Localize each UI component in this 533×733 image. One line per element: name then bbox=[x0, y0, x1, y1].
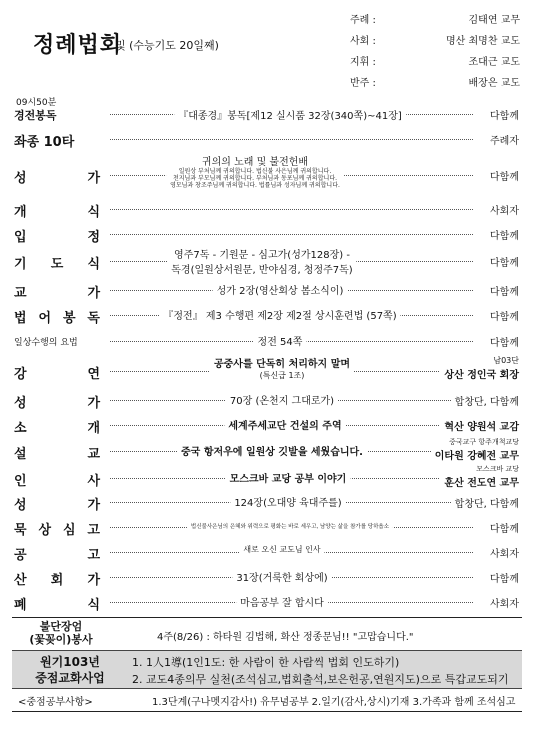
program-label: 강 연 bbox=[14, 367, 100, 382]
program-person: 사회자 bbox=[486, 545, 519, 560]
program-content: 70장 (온천지 그대로가) bbox=[226, 392, 338, 407]
program-content: 중국 항저우에 일원상 깃발을 세웠습니다. bbox=[177, 443, 367, 458]
program-row bbox=[0, 388, 533, 412]
study-section bbox=[12, 691, 522, 709]
program-person: 다함께 bbox=[486, 227, 519, 242]
label-line: 불단장엄 bbox=[39, 620, 83, 633]
focus-goals-section bbox=[12, 650, 522, 689]
program-row bbox=[0, 464, 533, 492]
altar-decoration-label bbox=[26, 620, 96, 646]
program-content: 『정전』 제3 수행편 제2장 제2절 상시훈련법 (57쪽) bbox=[159, 307, 400, 322]
program-label: 일상수행의 요법 bbox=[14, 338, 78, 348]
officer-role: 사회 : bbox=[350, 36, 376, 47]
program-person: 다함께 bbox=[486, 334, 519, 349]
prayer-line-2: 독경(일원상서원문, 반야심경, 청정주7독) bbox=[171, 265, 353, 276]
program-row bbox=[0, 153, 533, 195]
program-row bbox=[0, 246, 533, 276]
program-row bbox=[0, 127, 533, 151]
study-text: 1.3단계(구나멧지감사!) 유무념공부 2.일기(감사,상시)기재 3.가족과 함께 조석심고 bbox=[152, 697, 516, 708]
program-person bbox=[440, 355, 519, 381]
leader-dots bbox=[110, 209, 473, 210]
altar-decoration-text: 4주(8/26) : 하타원 김법해, 화산 정종문님!! "고맙습니다." bbox=[157, 632, 414, 643]
officer-name: 조대근 교도 bbox=[468, 57, 520, 68]
program-content: 새로 오신 교도님 인사 bbox=[239, 544, 324, 555]
officer-name: 김태연 교무 bbox=[468, 15, 520, 26]
program-time: 09시50분 bbox=[16, 98, 57, 108]
program-content: 마음공부 잘 합시다 bbox=[236, 594, 328, 609]
officer-name: 명산 최명찬 교도 bbox=[446, 36, 520, 47]
program-content: 세계주세교단 건설의 주역 bbox=[224, 417, 345, 432]
leader-dots bbox=[110, 139, 473, 140]
label-line: 원기103년 bbox=[40, 655, 100, 669]
label-line: (꽃꽂이)봉사 bbox=[29, 633, 93, 646]
program-content bbox=[210, 355, 354, 381]
program-person: 합창단, 다함께 bbox=[451, 393, 519, 408]
program-content: 정전 54쪽 bbox=[254, 333, 307, 348]
program-row bbox=[0, 353, 533, 387]
program-row bbox=[0, 303, 533, 327]
program-label: 소 개 bbox=[14, 421, 100, 436]
program-content: 성가 2장(영산회상 봄소식이) bbox=[213, 282, 348, 297]
program-content bbox=[167, 246, 356, 276]
program-person: 합창단, 다함께 bbox=[451, 495, 519, 510]
program-row bbox=[0, 590, 533, 614]
officer-role: 주례 : bbox=[350, 15, 376, 26]
program-label: 경전봉독 bbox=[14, 109, 57, 122]
program-label: 산 회 가 bbox=[14, 573, 100, 588]
program-label: 입 정 bbox=[14, 230, 100, 245]
program-row bbox=[0, 222, 533, 246]
program-content: 법신불사은님의 은혜와 위력으로 평화는 바로 세우고, 남양는 삶을 참가를 당하옵소 bbox=[187, 522, 393, 530]
prayer-line-1: 영주7독 - 기원문 - 심고가(성가128장) - bbox=[174, 250, 350, 261]
program-person: 혁산 양원석 교감 bbox=[440, 418, 519, 433]
program-content: 124장(오대양 육대주를) bbox=[230, 494, 345, 509]
goal-item: 1. 1人1導(1인1도: 한 사람이 한 사람씩 법회 인도하기) bbox=[132, 656, 400, 669]
program-row bbox=[0, 540, 533, 564]
officer-row bbox=[350, 52, 520, 73]
study-label: <중점공부사항> bbox=[18, 697, 93, 708]
program-person: 다함께 bbox=[486, 308, 519, 323]
program-label: 인 사 bbox=[14, 474, 100, 489]
person-name: 이타원 강혜전 교무 bbox=[434, 451, 519, 462]
officer-row bbox=[350, 73, 520, 94]
person-affiliation: 중국교구 항주개척교당 bbox=[449, 438, 519, 446]
program-row bbox=[0, 95, 533, 125]
program-label: 성 가 bbox=[14, 396, 100, 411]
program-label: 폐 식 bbox=[14, 598, 100, 613]
goal-item: 2. 교도4종의무 실천(조석심고,법회출석,보은헌공,연원지도)으로 특갑교도되기 bbox=[132, 673, 509, 686]
program-content: 『대종경』봉독[제12 실시품 32장(340쪽)~41장] bbox=[174, 107, 406, 122]
leader-dots bbox=[110, 234, 473, 235]
program-person: 다함께 bbox=[486, 283, 519, 298]
divider bbox=[12, 617, 522, 618]
program-row bbox=[0, 515, 533, 539]
program-person: 다함께 bbox=[486, 570, 519, 585]
program-row bbox=[0, 197, 533, 221]
officer-role: 지휘 : bbox=[350, 57, 376, 68]
program-content: 31장(거룩한 회상에) bbox=[232, 569, 331, 584]
altar-decoration-section bbox=[12, 620, 522, 648]
program-person: 다함께 bbox=[486, 107, 519, 122]
person-name: 상산 정인국 회장 bbox=[444, 370, 519, 381]
program-row bbox=[0, 413, 533, 437]
officer-row bbox=[350, 31, 520, 52]
refuge-title: 귀의의 노래 및 불전헌배 bbox=[201, 157, 309, 168]
program-person: 사회자 bbox=[486, 202, 519, 217]
program-row bbox=[0, 437, 533, 465]
program-label: 개 식 bbox=[14, 205, 100, 220]
program-label: 설 교 bbox=[14, 447, 100, 462]
label-line: 중점교화사업 bbox=[35, 671, 105, 685]
program-content: 모스크바 교당 공부 이야기 bbox=[226, 470, 351, 485]
program-row bbox=[0, 278, 533, 302]
program-person: 다함께 bbox=[486, 520, 519, 535]
program-label: 성 가 bbox=[14, 498, 100, 513]
officers-list bbox=[350, 10, 520, 94]
officer-row bbox=[350, 10, 520, 31]
program-person: 주례자 bbox=[486, 132, 519, 147]
program-content bbox=[166, 153, 344, 189]
officer-role: 반주 : bbox=[350, 78, 376, 89]
program-person: 다함께 bbox=[486, 254, 519, 269]
refuge-line: 영모님과 창조주님께 귀의합니다. 법률님과 성자님께 귀의합니다. bbox=[170, 182, 340, 189]
person-affiliation: 남03단 bbox=[493, 356, 519, 365]
program-label: 묵 상 심 고 bbox=[14, 523, 100, 538]
page-title: 정례법회 bbox=[33, 33, 123, 58]
refuge-line: 천지님과 부모님께 귀의합니다. 부처님과 동포님께 귀의합니다. bbox=[172, 175, 338, 182]
program-row bbox=[0, 490, 533, 514]
program-label: 공 고 bbox=[14, 548, 100, 563]
refuge-line: 일원상 부처님께 귀의합니다. 법신불 사은님께 귀의합니다. bbox=[178, 168, 332, 175]
program-label: 좌종 10타 bbox=[14, 135, 75, 150]
page-subtitle: 및 (수능기도 20일째) bbox=[115, 39, 219, 52]
lecture-title: 공중사를 단독히 처리하지 말며 bbox=[213, 359, 351, 370]
program-label: 법 어 봉 독 bbox=[14, 311, 100, 326]
program-row bbox=[0, 565, 533, 589]
program-person bbox=[431, 437, 519, 462]
program-person: 다함께 bbox=[486, 168, 519, 183]
program-label: 성 가 bbox=[14, 171, 100, 186]
person-name: 훈산 전도연 교무 bbox=[444, 478, 519, 489]
officer-name: 배장은 교도 bbox=[468, 78, 520, 89]
program-person: 사회자 bbox=[486, 595, 519, 610]
person-affiliation: 모스크바 교당 bbox=[476, 465, 519, 473]
program-person bbox=[440, 464, 519, 489]
lecture-source: (특신급 1조) bbox=[259, 371, 305, 380]
focus-goals-label bbox=[20, 654, 120, 686]
program-label: 기 도 식 bbox=[14, 257, 100, 272]
program-row bbox=[0, 329, 533, 353]
divider bbox=[12, 711, 522, 712]
program-label: 교 가 bbox=[14, 286, 100, 301]
